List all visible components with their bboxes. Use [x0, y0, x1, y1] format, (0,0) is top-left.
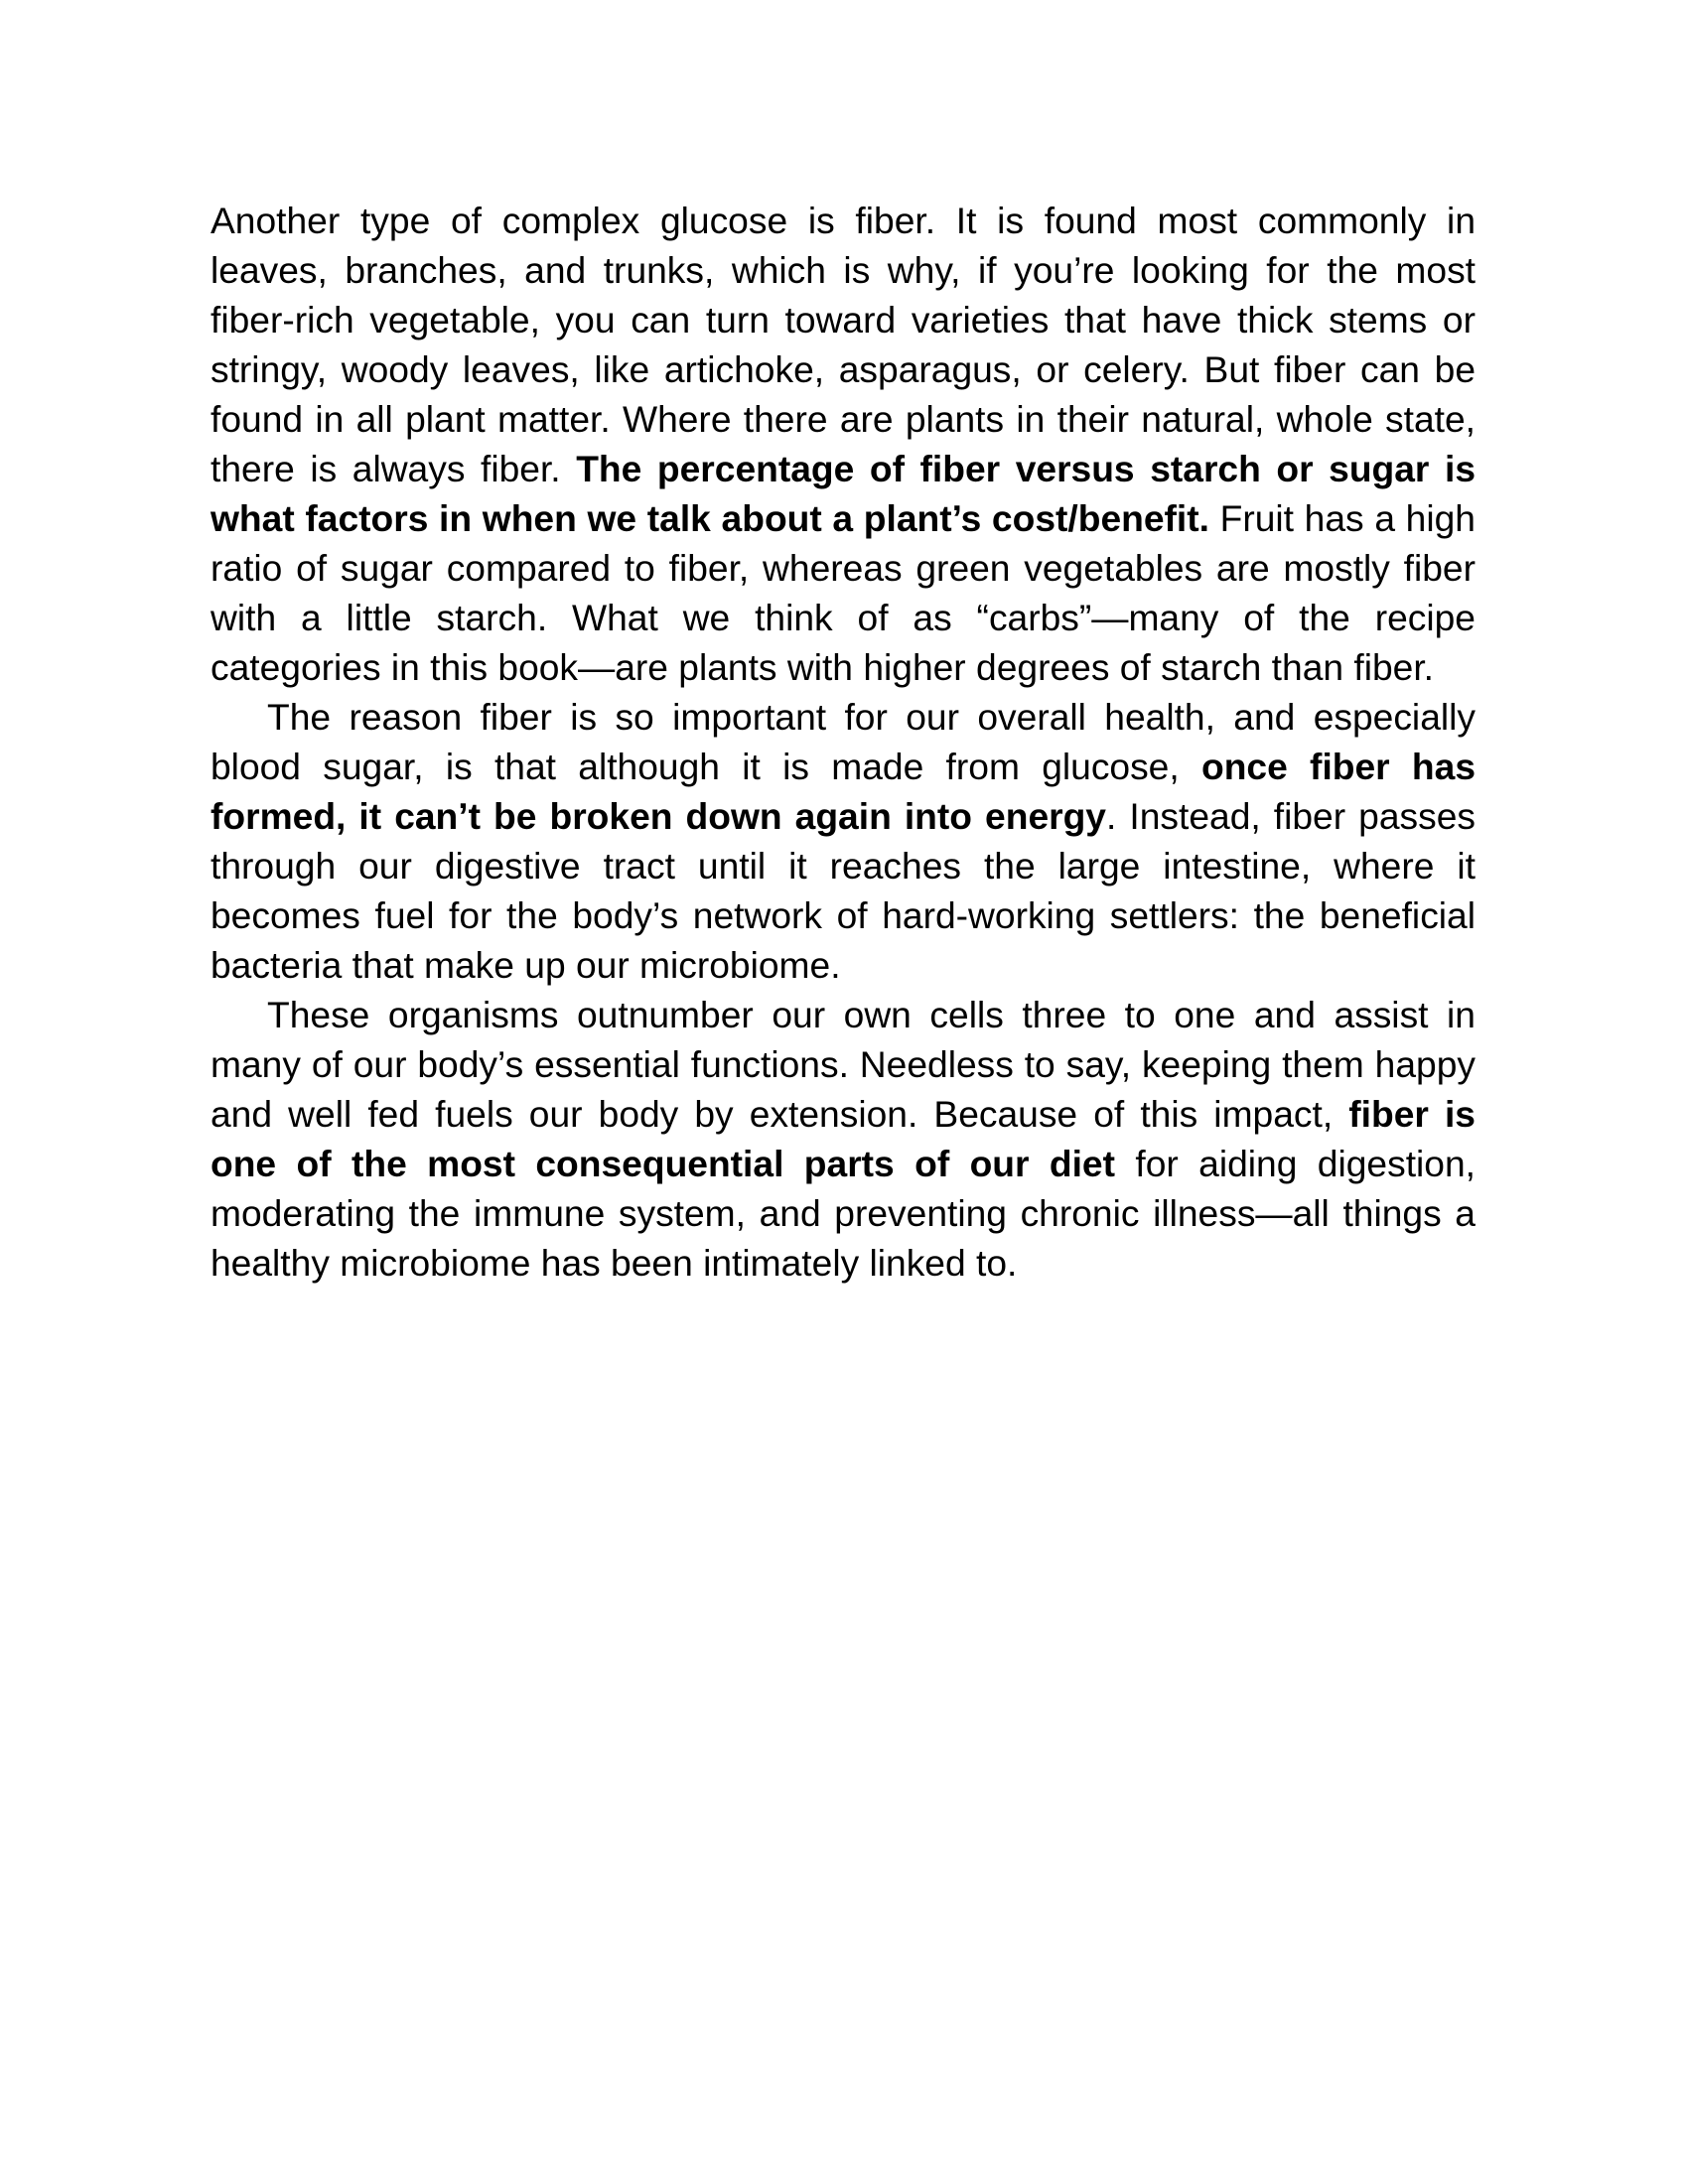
paragraph-2	[211, 692, 1476, 990]
paragraph-1	[211, 196, 1476, 692]
paragraph-3-text-end: for aiding digestion, moderating the immune system, and preventing chronic illness—all things a healthy microbiome has been intimately linked to.	[211, 1143, 1476, 1284]
paragraph-2-text: The reason fiber is so important for our overall health, and especially blood sugar, is that although it is made from glucose,	[211, 696, 1476, 787]
paragraph-1-emphasis: The percentage of fiber versus starch or sugar is what factors in when we talk about a plant’s cost/benefit.	[211, 448, 1476, 539]
paragraph-3-text: These organisms outnumber our own cells three to one and assist in many of our body’s essential functions. Needless to say, keeping them happy and well fed fuels our body by extension. Because of this impact,	[211, 994, 1476, 1135]
paragraph-3	[211, 990, 1476, 1288]
paragraph-2-emphasis: once fiber has formed, it can’t be broken down again into energy	[211, 746, 1476, 837]
paragraph-1-text-end: Fruit has a high ratio of sugar compared to fiber, whereas green vegetables are mostly fiber with a little starch. What we think of as “carbs”—many of the recipe categories in this book—are plants with higher degrees of starch than fiber.	[211, 497, 1476, 688]
paragraph-1-text: Another type of complex glucose is fiber. It is found most commonly in leaves, branches, and trunks, which is why, if you’re looking for the most fiber-rich vegetable, you can turn toward varieties that have thick stems or stringy, woody leaves, like artichoke, asparagus, or celery. But fiber can be found in all plant matter. Where there are plants in their natural, whole state, there is always fiber.	[211, 200, 1476, 489]
document-page	[211, 196, 1476, 1288]
paragraph-2-text-end: . Instead, fiber passes through our digestive tract until it reaches the large intestine, where it becomes fuel for the body’s network of hard-working settlers: the beneficial bacteria that make up our microbiome.	[211, 795, 1476, 986]
paragraph-3-emphasis: fiber is one of the most consequential parts of our diet	[211, 1093, 1476, 1184]
